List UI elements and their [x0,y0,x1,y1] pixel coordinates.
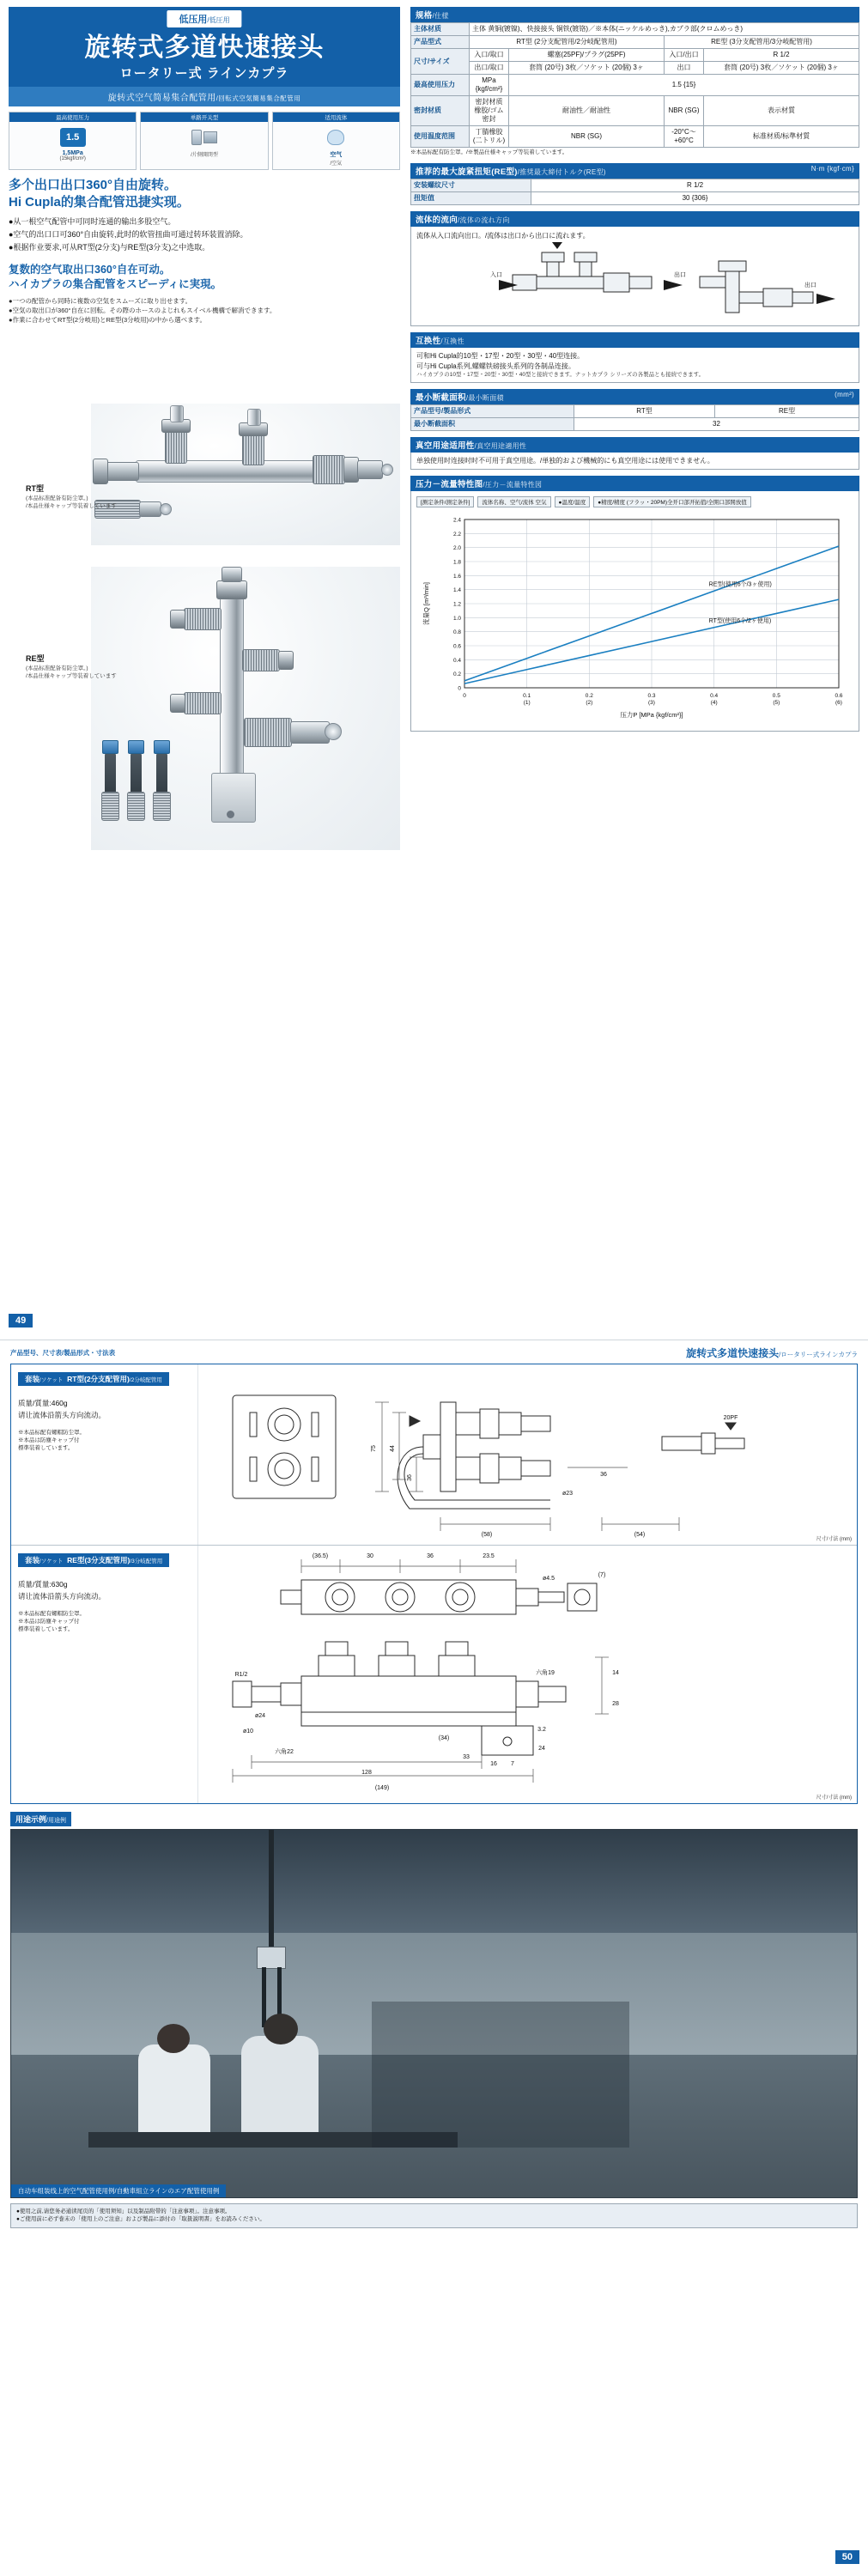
svg-text:(149): (149) [374,1785,390,1791]
table-row [411,191,859,204]
svg-text:44: 44 [390,1445,396,1452]
svg-text:1.0: 1.0 [452,616,461,623]
svg-text:R1/2: R1/2 [234,1672,248,1678]
svg-text:RE型(使用6个/3ヶ使用): RE型(使用6个/3ヶ使用) [708,581,772,588]
table-row [411,96,859,126]
spec-header-jp: /仕様 [432,12,449,20]
usage-section-header [10,1812,71,1826]
spec-icon-pressure-value: 1.5MPa [62,149,83,156]
model-rt-spec-2: 请让流体沿箭头方向流动。 [18,1411,106,1420]
svg-text:(5): (5) [773,700,780,707]
spec-size-out-value: 套筒 (20号) 3枚／ソケット (20個) 3ヶ [509,62,665,75]
page2-header-right-cn: 旋转式多道快速接头 [686,1347,780,1359]
subheadline-jp: ハイカプラの集合配管をスピーディに実現。 [9,278,222,291]
warning-note-jp: ●ご使用前に必ず巻末の「使用上のご注意」および製品に添付の「取扱説明書」をお読みください。 [16,2216,265,2223]
spec-row-temp-label: 使用温度范围 [411,126,470,148]
model-re-note-2: ※本品は防塵キャップ付 [18,1618,80,1625]
feature-bullet-jp-1: ●一つの配管から同時に複数の空気をスムーズに取り出せます。 [9,296,192,305]
page-number-right: 50 [835,2550,859,2564]
svg-text:出口: 出口 [674,271,686,278]
model-rt-unit-label: 尺寸/寸法 (mm) [816,1537,852,1542]
svg-text:2.4: 2.4 [452,517,461,524]
warning-note [10,2203,858,2228]
product-photo-re [91,567,400,850]
svg-text:(34): (34) [438,1735,450,1741]
svg-text:(58): (58) [481,1532,493,1538]
warning-note-cn: ●使用之前,请您务必通读尾页的「使用须知」以及制品附带的「注意事项」。注意事项。 [16,2208,231,2215]
area-header-cn: 最小断截面积 [416,393,466,404]
feature-bullet-2: ●空气的出口口可360°自由旋转,此时的软管扭曲可通过转环装置消除。 [9,229,248,239]
masthead [9,7,400,106]
feature-bullet-jp-2: ●空気の取出口が360°自在に回転。その際のホースのよじれもスイベル機構で解消できます。 [9,307,276,315]
chart-legend-2: ●温度/温度 [555,496,591,507]
spec-section-header [410,7,859,22]
svg-text:3.2: 3.2 [537,1727,546,1733]
flow-diagram-svg [416,242,846,321]
model-re-spec-1: 质量/質量:630g [18,1580,68,1589]
spec-icon-strip [9,112,400,170]
svg-text:0.3: 0.3 [647,693,656,700]
page1-left-column [9,7,400,325]
svg-text:0.6: 0.6 [835,693,843,700]
torque-table [410,179,859,205]
page-number-left: 49 [9,1314,33,1327]
torque-header-jp: /推奨最大締付トルク(RE型) [517,167,606,176]
flow-text: 流体从入口流向出口。/流体は出口から出口に流れます。 [416,231,590,240]
spec-icon-oneside-caption: 单路开关型 [141,112,267,122]
subheadline-cn: 复数的空气取出口360°自在可动。 [9,263,171,276]
re-label-text: RE型 [26,654,45,663]
spec-row-seal-v4: 表示材質 [704,96,859,126]
chart-section [410,476,859,732]
page2-header-right-jp: /ロータリー式ラインカプラ [779,1351,858,1358]
one-side-open-close-icon [141,125,267,150]
svg-text:36: 36 [600,1472,607,1478]
table-row [411,49,859,62]
svg-text:(1): (1) [523,700,531,707]
svg-text:压力P [MPa {kgf/cm²}]: 压力P [MPa {kgf/cm²}] [620,711,683,720]
feature-bullet-3: ●根据作业要求,可从RT型(2分支)与RE型(3分支)之中选取。 [9,242,210,252]
model-re-info [11,1546,198,1803]
svg-text:0: 0 [458,685,461,692]
spec-row-temp-v4: 标准材质/标準材質 [704,126,859,148]
usage-header-cn: 用途示例 [15,1815,47,1824]
vacuum-section [410,437,859,470]
model-row-rt [11,1364,857,1546]
page2-header-right [686,1346,858,1360]
torque-section [410,163,859,205]
svg-text:36: 36 [427,1553,434,1559]
table-row [411,405,859,418]
area-col-2: RE型 [715,405,859,418]
table-row [411,75,859,96]
product-photo-area [9,404,400,1116]
torque-row1-label: 安装螺纹尺寸 [411,179,531,191]
svg-text:33: 33 [463,1754,470,1760]
model-rt-notes [18,1429,191,1452]
svg-text:ø24: ø24 [254,1713,266,1719]
model-rt-tag [18,1372,169,1386]
table-row [411,179,859,191]
svg-text:28: 28 [612,1701,619,1707]
spec-row-material-value: 主体 黄铜(镀镍)、快接接头 铜铁(镀铬)／※本体(ニッケルめっき),カプラ部(クロムめっき) [470,23,859,36]
svg-text:30: 30 [367,1553,373,1559]
page-title-jp: ロータリー式 ラインカプラ [119,65,289,81]
svg-text:0.8: 0.8 [452,629,461,636]
svg-text:(7): (7) [598,1572,606,1578]
model-re-note-1: ※本品标配有螺帽防尘罩。 [18,1610,85,1617]
flow-header-cn: 流体的流向 [416,215,458,225]
svg-text:(36.5): (36.5) [312,1553,329,1559]
svg-text:六角22: 六角22 [275,1749,294,1755]
spec-size-in-key2: 入口/出口 [665,49,704,62]
chart-box [410,491,859,732]
model-rt-drawing [198,1364,857,1545]
flow-box [410,227,859,326]
svg-text:流量Q [m³/min]: 流量Q [m³/min] [422,582,430,626]
spec-icon-air [272,112,400,170]
headline [9,177,400,212]
svg-text:(3): (3) [648,700,655,707]
table-row [411,23,859,36]
svg-text:1.4: 1.4 [452,587,461,594]
product-photo-rt-label [26,483,117,509]
page2-header [0,1340,868,1362]
svg-text:0.5: 0.5 [772,693,780,700]
feature-bullets [9,216,400,254]
feature-bullet-1: ●从一根空气配管中可同时连通的输出多股空气。 [9,217,176,226]
compat-section [410,332,859,383]
area-col-1: RT型 [574,405,715,418]
usage-photo-caption [11,2184,226,2197]
usage-photo [10,1829,858,2198]
table-row [411,36,859,49]
vacuum-header-cn: 真空用途适用性 [416,441,475,452]
svg-text:(6): (6) [835,700,842,707]
spec-icon-air-caption: 适用流体 [273,112,399,122]
vacuum-section-header [410,437,859,453]
torque-row2-label: 扭矩值 [411,191,531,204]
spec-table [410,22,859,148]
spec-row-type-label: 产品型式 [411,36,470,49]
model-re-title-jp: /3分岐配管用 [130,1558,163,1564]
model-re-tag-jp: /ソケット [39,1558,64,1564]
page2-header-left-cn: 产品型号、尺寸表 [10,1349,62,1357]
vacuum-text: 单独使用时连接时时不可用于真空用途。/単独的および機械的にも真空用途には使用できません。 [410,453,859,470]
model-rt-tag-cn: 套装 [25,1375,40,1383]
flow-section-header [410,211,859,227]
svg-text:出口: 出口 [804,282,816,289]
spec-row-size-label: 尺寸/サイズ [411,49,470,75]
svg-text:14: 14 [612,1670,619,1676]
model-re-note-3: 標準装着しています。 [18,1626,74,1633]
spec-row-temp-v2: NBR (SG) [509,126,665,148]
spec-row-maxpressure-value: 1.5 {15} [509,75,859,96]
svg-text:0.2: 0.2 [452,671,461,678]
spec-icon-pressure-caption: 最高使用压力 [9,112,136,122]
flow-diagram [416,242,853,321]
masthead-subtitle-jp: /回転式空気簡易集合配管用 [215,94,301,102]
svg-text:16: 16 [490,1761,497,1767]
page-title: 旋转式多道快速接头 [84,33,325,62]
spec-row-temp-v3: -20°C～+60°C [665,126,704,148]
torque-unit: N·m {kgf·cm} [810,164,854,173]
svg-text:128: 128 [361,1770,372,1776]
svg-text:0.2: 0.2 [585,693,593,700]
re-label-note: (本品标准配备有防尘罩。) [26,665,88,671]
svg-text:1.6: 1.6 [452,574,461,580]
spec-size-in-key: 入口/取口 [470,49,509,62]
air-icon [273,125,399,150]
vacuum-header-jp: /真空用途適用性 [474,442,527,451]
compat-line-2: 可与Hi Cupla系列,螺螺铁磅接头系列的各制品连接。 [416,361,575,370]
spec-size-out-key: 出口/取口 [470,62,509,75]
model-rt-note-1: ※本品标配有螺帽防尘罩。 [18,1429,85,1436]
svg-text:(2): (2) [586,700,593,707]
svg-text:0.1: 0.1 [523,693,531,700]
area-table [410,404,859,431]
product-photo-re-label [26,653,117,679]
page2-header-left-jp: /製品形式・寸法表 [62,1349,116,1357]
spec-icon-pressure [9,112,137,170]
model-re-tag [18,1553,169,1567]
spec-size-out-key2: 出口 [665,62,704,75]
spec-row-maxpressure-unit: MPa {kgf/cm²} [470,75,509,96]
svg-text:0.6: 0.6 [452,643,461,650]
spec-icon-oneside [140,112,268,170]
pressure-flow-chart [416,511,850,726]
chart-legend-1: 流体名称、空气/流体 空気 [477,496,550,507]
svg-text:20PF: 20PF [723,1415,738,1421]
rt-label-note: (本品标准配备有防尘罩。) [26,495,88,501]
usage-caption-jp: /自動車組立ラインのエア配管使用例 [114,2187,220,2195]
area-row-value: 32 [574,418,859,431]
model-rt-info [11,1364,198,1545]
torque-header-cn: 推荐的最大旋紧扭矩(RE型) [416,167,518,177]
compat-header-cn: 互换性 [416,336,441,346]
compat-header-jp: /互換性 [440,337,464,345]
model-re-tag-cn: 套装 [25,1556,40,1564]
torque-row2-value: 30 {306} [531,191,859,204]
usage-header-jp: /用途例 [46,1818,66,1824]
spec-section [410,7,859,157]
svg-text:2.0: 2.0 [452,545,461,552]
area-section-header [410,389,859,404]
flow-section [410,211,859,326]
svg-text:入口: 入口 [490,271,502,278]
model-rt-title-jp: /2分岐配管用 [129,1377,162,1383]
svg-text:RT型(使用6个/2ヶ使用): RT型(使用6个/2ヶ使用) [708,617,772,624]
catalog-page-2 [0,1340,868,2576]
model-rt-spec-1: 质量/質量:460g [18,1399,68,1407]
svg-text:36: 36 [407,1474,413,1481]
chart-legend-3: ●精度/精度 (フラッ・20PM)全开口部开拓值/全開口部開放值 [593,496,751,507]
model-re-spec-2: 请让流体沿箭头方向流动。 [18,1592,106,1601]
masthead-tag-jp: /低圧用 [207,16,230,24]
torque-section-header [410,163,859,179]
spec-icon-air-value: 空气 [330,151,343,158]
svg-text:ø23: ø23 [561,1491,574,1497]
spec-row-seal-v2: 耐油性／耐油性 [509,96,665,126]
chart-legend-0: [测定条件/測定条件] [416,496,474,507]
model-rt-note-3: 標準装着しています。 [18,1445,74,1452]
svg-text:六角19: 六角19 [536,1670,555,1676]
chart-legend [416,496,853,507]
rt-label-text: RT型 [26,484,44,493]
area-col-0: 产品型号/製品形式 [411,405,574,418]
spec-size-in-value2: R 1/2 [704,49,859,62]
model-rt-tag-jp: /ソケット [39,1377,64,1383]
spec-row-type-re: RE型 (3分支配管用/3分岐配管用) [665,36,859,49]
model-re-title-cn: RE型(3分支配管用) [67,1556,131,1564]
svg-text:1.2: 1.2 [452,601,461,608]
table-row [411,418,859,431]
torque-row1-value: R 1/2 [531,179,859,191]
svg-text:0.4: 0.4 [710,693,719,700]
spec-row-maxpressure-label: 最高使用压力 [411,75,470,96]
spec-row-temp-v1: 丁腈橡胶(二トリル) [470,126,509,148]
table-row [411,126,859,148]
svg-text:ø10: ø10 [242,1728,254,1735]
pressure-gauge-icon: 1.5 [9,125,136,150]
svg-text:ø4.5: ø4.5 [542,1576,555,1582]
compat-line-1: 可和Hi Cupla的10型・17型・20型・30型・40型连接。 [416,351,585,360]
svg-text:(54): (54) [634,1532,646,1538]
chart-header-jp: /圧力－流量特性図 [483,481,543,489]
spec-header-cn: 规格 [416,11,433,21]
svg-text:24: 24 [538,1746,545,1752]
spec-row-material-label: 主体材质 [411,23,470,36]
spec-size-out-value2: 套筒 (20号) 3枚／ソケット (20個) 3ヶ [704,62,859,75]
masthead-tag [167,10,241,27]
re-label-note-jp: /本品仕様キャップ等装着しています [26,673,117,679]
area-section [410,389,859,431]
table-row [411,62,859,75]
model-re-drawing [198,1546,857,1803]
model-rt-title-cn: RT型(2分支配管用) [67,1375,130,1383]
masthead-tag-cn: 低压用 [179,15,208,25]
headline-jp: Hi Cupla的集合配管迅捷实现。 [9,194,190,210]
model-re-notes [18,1610,191,1633]
compat-line-3: ハイカプラの10型・17型・20型・30型・40型と接続できます。ナットカプラ シリーズの各製品とも接続できます。 [416,371,705,378]
usage-section [0,1804,868,2198]
svg-text:0.4: 0.4 [452,658,461,665]
usage-caption-cn: 自动车组装线上的空气配管使用例 [18,2187,115,2195]
flow-header-jp: /流体の流れ方向 [458,216,510,224]
masthead-subtitle-cn: 旋转式空气简易集合配管用 [107,93,216,103]
spec-icon-oneside-caption-jp: /片側開閉型 [191,152,218,158]
model-re-drawing-svg [198,1546,851,1801]
feature-bullet-jp-3: ●作業に合わせてRT型(2分岐用)とRE型(3分岐用)の中から選べます。 [9,316,207,325]
model-rt-note-2: ※本品は防塵キャップ付 [18,1437,80,1443]
compat-section-header [410,332,859,348]
model-rt-spec [18,1397,191,1422]
spec-row-type-rt: RT型 (2分支配管用/2分岐配管用) [470,36,665,49]
spec-note: ※本品标配有防尘罩。/※製品仕様キャップ等装着しています。 [410,149,568,155]
spec-icon-air-value2: /空気 [330,161,343,167]
rt-label-note-jp: /本品仕様キャップ等装着しています [26,503,117,509]
subheadline [9,263,400,293]
feature-bullets-jp [9,296,400,325]
area-unit: (mm²) [835,391,854,399]
svg-text:(4): (4) [710,700,718,707]
model-rt-drawing-svg [198,1364,851,1543]
svg-text:1.8: 1.8 [452,559,461,566]
model-table [10,1364,858,1804]
area-row-label: 最小断截面积 [411,418,574,431]
svg-text:23.5: 23.5 [483,1553,495,1559]
model-re-spec [18,1578,191,1603]
spec-row-seal-v3: NBR (SG) [665,96,704,126]
svg-text:7: 7 [511,1761,514,1767]
chart-section-header [410,476,859,491]
area-header-jp: /最小断面積 [465,394,504,403]
masthead-subtitle [9,87,400,106]
svg-text:75: 75 [371,1445,377,1452]
compat-box [410,348,859,383]
spec-row-seal-v1: 密封材质 橡胶/ゴム 密封 [470,96,509,126]
spec-icon-pressure-value2: (15kgf/cm²) [59,155,86,161]
page1-right-column [410,7,859,738]
svg-text:2.2: 2.2 [452,532,461,538]
chart-header-cn: 压力－流量特性图 [416,480,483,490]
model-re-unit-label: 尺寸/寸法 (mm) [816,1795,852,1801]
model-row-re [11,1546,857,1803]
spec-size-in-value: 螺塞(25PF)/プラグ(25PF) [509,49,665,62]
svg-text:0: 0 [463,693,466,700]
spec-row-seal-label: 密封材质 [411,96,470,126]
page2-header-left [10,1348,115,1358]
product-photo-rt [91,404,400,545]
headline-cn: 多个出口出口360°自由旋转。 [9,177,178,192]
